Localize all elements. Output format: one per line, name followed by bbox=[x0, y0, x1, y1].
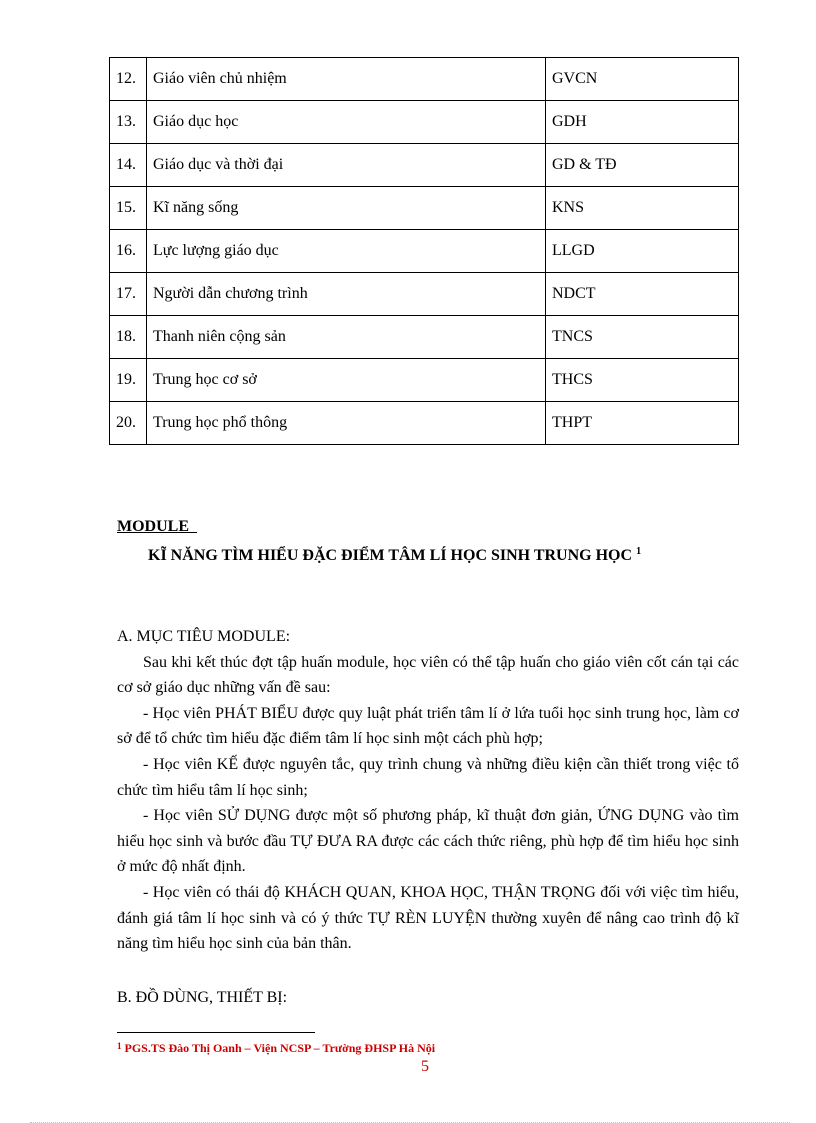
table-row bbox=[110, 58, 739, 101]
page-number: 5 bbox=[421, 1058, 429, 1075]
row-abbreviation: NDCT bbox=[546, 273, 739, 316]
section-b-heading: B. ĐỒ DÙNG, THIẾT BỊ: bbox=[117, 989, 288, 1006]
row-number: 15. bbox=[110, 187, 147, 230]
row-term: Người dẫn chương trình bbox=[147, 273, 546, 316]
row-number: 19. bbox=[110, 359, 147, 402]
row-term: Trung học cơ sở bbox=[147, 359, 546, 402]
row-number: 18. bbox=[110, 316, 147, 359]
table-row bbox=[110, 144, 739, 187]
row-term: Lực lượng giáo dục bbox=[147, 230, 546, 273]
objective-item: - Học viên PHÁT BIỂU được quy luật phát triển tâm lí ở lứa tuổi học sinh trung học, làm cơ sở để tổ chức tìm hiểu đặc điểm tâm lí học sinh một cách phù hợp; bbox=[117, 704, 739, 748]
section-a-heading: A. MỤC TIÊU MODULE: bbox=[117, 628, 291, 645]
row-abbreviation: KNS bbox=[546, 187, 739, 230]
module-label-text: MODULE bbox=[117, 518, 189, 535]
footnote-mark: 1 bbox=[117, 1041, 122, 1051]
table-row bbox=[110, 230, 739, 273]
row-number: 12. bbox=[110, 58, 147, 101]
row-abbreviation: GDH bbox=[546, 101, 739, 144]
module-title-footnote-mark: 1 bbox=[636, 546, 642, 557]
table-row bbox=[110, 273, 739, 316]
row-abbreviation: LLGD bbox=[546, 230, 739, 273]
objective-item: - Học viên có thái độ KHÁCH QUAN, KHOA HỌC, THẬN TRỌNG đối với việc tìm hiểu, đánh giá tâm lí học sinh và có ý thức TỰ RÈN LUYỆN thường xuyên để nâng cao trình độ kĩ năng tìm hiểu học sinh của bản thân. bbox=[117, 883, 739, 953]
row-number: 13. bbox=[110, 101, 147, 144]
row-term: Trung học phổ thông bbox=[147, 402, 546, 445]
row-number: 17. bbox=[110, 273, 147, 316]
row-term: Thanh niên cộng sản bbox=[147, 316, 546, 359]
row-abbreviation: TNCS bbox=[546, 316, 739, 359]
table-row bbox=[110, 316, 739, 359]
row-term: Giáo viên chủ nhiệm bbox=[147, 58, 546, 101]
section-a bbox=[117, 624, 739, 957]
table-row bbox=[110, 187, 739, 230]
table-row bbox=[110, 359, 739, 402]
footnote-text: PGS.TS Đào Thị Oanh – Viện NCSP – Trường ĐHSP Hà Nội bbox=[121, 1041, 436, 1055]
row-number: 20. bbox=[110, 402, 147, 445]
row-number: 16. bbox=[110, 230, 147, 273]
row-abbreviation: GVCN bbox=[546, 58, 739, 101]
table-row bbox=[110, 402, 739, 445]
abbreviation-table bbox=[109, 57, 739, 445]
section-a-intro: Sau khi kết thúc đợt tập huấn module, học viên có thể tập huấn cho giáo viên cốt cán tại các cơ sở giáo dục những vấn đề sau: bbox=[117, 653, 739, 697]
row-abbreviation: THPT bbox=[546, 402, 739, 445]
row-abbreviation: GD & TĐ bbox=[546, 144, 739, 187]
footnote bbox=[117, 1041, 435, 1056]
module-title bbox=[148, 547, 641, 565]
module-title-text: KĨ NĂNG TÌM HIỂU ĐẶC ĐIỂM TÂM LÍ HỌC SINH TRUNG HỌC bbox=[148, 547, 633, 564]
table-row bbox=[110, 101, 739, 144]
row-abbreviation: THCS bbox=[546, 359, 739, 402]
objective-item: - Học viên SỬ DỤNG được một số phương pháp, kĩ thuật đơn giản, ỨNG DỤNG vào tìm hiểu học sinh và bước đầu TỰ ĐƯA RA được các cách thức riêng, phù hợp để tìm hiểu học sinh ở mức độ nhất định. bbox=[117, 807, 739, 876]
footnote-separator bbox=[117, 1032, 315, 1033]
row-term: Giáo dục và thời đại bbox=[147, 144, 546, 187]
row-term: Kĩ năng sống bbox=[147, 187, 546, 230]
row-number: 14. bbox=[110, 144, 147, 187]
objective-item: - Học viên KẾ được nguyên tắc, quy trình chung và những điều kiện cần thiết trong việc tổ chức tìm hiểu tâm lí học sinh; bbox=[117, 755, 739, 799]
row-term: Giáo dục học bbox=[147, 101, 546, 144]
module-label bbox=[117, 518, 197, 536]
